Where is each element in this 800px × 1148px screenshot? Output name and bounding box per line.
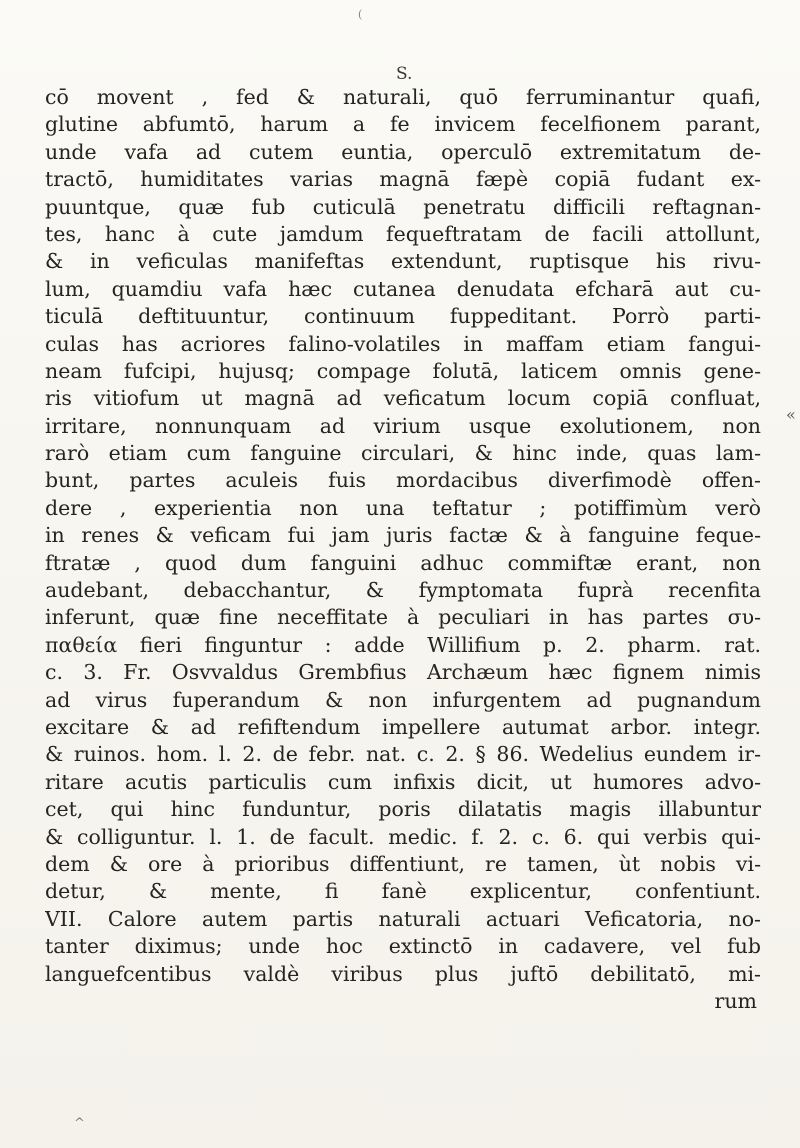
text-line: languefcentibus valdè viribus plus juftō debilitatō, mi- xyxy=(45,961,761,986)
margin-mark: « xyxy=(786,405,796,424)
text-line: irritare, nonnunquam ad virium usque exolutionem, non xyxy=(45,413,761,438)
text-line: cet, qui hinc funduntur, poris dilatatis magis illabuntur xyxy=(45,797,761,822)
text-line: & in veficulas manifeftas extendunt, ruptisque his rivu- xyxy=(45,249,761,274)
text-line: rarò etiam cum fanguine circulari, & hinc inde, quas lam- xyxy=(45,441,761,466)
text-line: ad virus fuperandum & non infurgentem ad pugnandum xyxy=(45,687,761,712)
text-line: tes, hanc à cute jamdum fequeftratam de facili attollunt, xyxy=(45,221,761,246)
signature-mark: S. xyxy=(396,64,413,84)
text-line: παθεία fieri finguntur : adde Willifium p. 2. pharm. rat. xyxy=(45,632,761,657)
text-line: c. 3. Fr. Osvvaldus Grembfius Archæum hæc fignem nimis xyxy=(45,660,761,685)
text-line: audebant, debacchantur, & fymptomata fuprà recenfita xyxy=(45,578,761,603)
text-line: ritare acutis particulis cum infixis dicit, ut humores advo- xyxy=(45,769,761,794)
text-line: unde vafa ad cutem euntia, operculō extremitatum de- xyxy=(45,139,761,164)
text-line: tanter diximus; unde hoc extinctō in cadavere, vel fub xyxy=(45,934,761,959)
bottom-mark: ^ xyxy=(74,1116,85,1131)
page-speck: ( xyxy=(358,8,363,21)
text-line: excitare & ad refiftendum impellere autumat arbor. integr. xyxy=(45,714,761,739)
text-line: inferunt, quæ fine neceffitate à peculiari in has partes συ- xyxy=(45,605,761,630)
text-line: glutine abfumtō, harum a fe invicem fecelfionem parant, xyxy=(45,112,761,137)
catchword: rum xyxy=(714,988,757,1013)
text-line: ftratæ , quod dum fanguini adhuc commiftæ erant, non xyxy=(45,550,761,575)
text-line: ris vitiofum ut magnā ad veficatum locum copiā confluat, xyxy=(45,386,761,411)
text-line: tractō, humiditates varias magnā fæpè copiā fudant ex- xyxy=(45,167,761,192)
text-line: lum, quamdiu vafa hæc cutanea denudata efcharā aut cu- xyxy=(45,276,761,301)
text-line: dere , experientia non una teftatur ; potiffimùm verò xyxy=(45,495,761,520)
text-line: neam fufcipi, hujusq; compage folutā, laticem omnis gene- xyxy=(45,358,761,383)
text-line: dem & ore à prioribus diffentiunt, re tamen, ùt nobis vi- xyxy=(45,851,761,876)
text-line: culas has acriores falino-volatiles in maffam etiam fangui- xyxy=(45,331,761,356)
text-line: & colliguntur. l. 1. de facult. medic. f. 2. c. 6. qui verbis qui- xyxy=(45,824,761,849)
text-line: ticulā deftituuntur, continuum fuppeditant. Porrò parti- xyxy=(45,304,761,329)
text-line: puuntque, quæ fub cuticulā penetratu difficili reftagnan- xyxy=(45,194,761,219)
body-text xyxy=(45,84,761,1015)
text-line: in renes & veficam fui jam juris factæ & à fanguine feque- xyxy=(45,523,761,548)
text-line: detur, & mente, fi fanè explicentur, confentiunt. xyxy=(45,879,761,904)
text-line: bunt, partes aculeis fuis mordacibus diverfimodè offen- xyxy=(45,468,761,493)
text-line: cō movent , fed & naturali, quō ferruminantur quafi, xyxy=(45,85,761,109)
text-line: & ruinos. hom. l. 2. de febr. nat. c. 2. § 86. Wedelius eundem ir- xyxy=(45,742,761,767)
text-line: VII. Calore autem partis naturali actuari Veficatoria, no- xyxy=(45,906,761,931)
